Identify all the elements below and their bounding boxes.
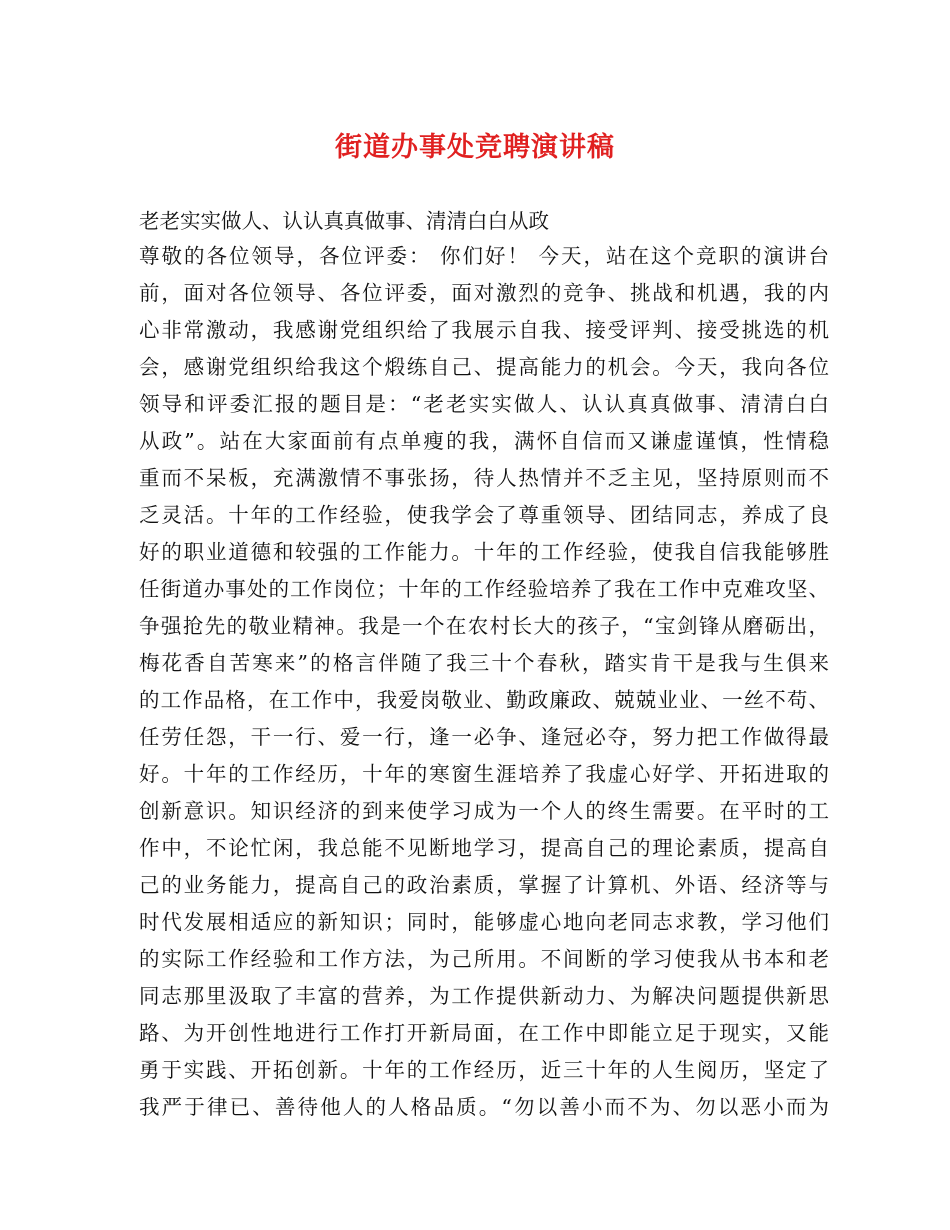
body-line: 任劳任怨，干一行、爱一行，逢一必争、逢冠必夺，努力把工作做得最: [139, 725, 829, 749]
body-line: 的实际工作经验和工作方法，为己所用。不间断的学习使我从书本和老: [139, 947, 829, 971]
body-line: 作中，不论忙闲，我总能不见断地学习，提高自己的理论素质，提高自: [139, 836, 829, 860]
body-line: 乏灵活。十年的工作经验，使我学会了尊重领导、团结同志，养成了良: [139, 503, 829, 527]
body-line: 领导和评委汇报的题目是：“老老实实做人、认认真真做事、清清白白: [139, 392, 829, 416]
body-line: 己的业务能力，提高自己的政治素质，掌握了计算机、外语、经济等与: [139, 873, 829, 897]
body-line: 好。十年的工作经历，十年的寒窗生涯培养了我虚心好学、开拓进取的: [139, 762, 829, 786]
body-line: 任街道办事处的工作岗位；十年的工作经验培养了我在工作中克难攻坚、: [139, 577, 829, 601]
body-line: 前，面对各位领导、各位评委，面对激烈的竞争、挑战和机遇，我的内: [139, 281, 829, 305]
body-line: 同志那里汲取了丰富的营养，为工作提供新动力、为解决问题提供新思: [139, 984, 829, 1008]
body-line: 创新意识。知识经济的到来使学习成为一个人的终生需要。在平时的工: [139, 799, 829, 823]
body-line: 我严于律已、善待他人的人格品质。“勿以善小而不为、勿以恶小而为: [139, 1095, 829, 1119]
document-body: [139, 204, 829, 1126]
body-line: 路、为开创性地进行工作打开新局面，在工作中即能立足于现实，又能: [139, 1021, 829, 1045]
subtitle-line: 老老实实做人、认认真真做事、清清白白从政: [139, 209, 549, 233]
document-title: 街道办事处竞聘演讲稿: [335, 132, 615, 163]
body-line: 重而不呆板，充满激情不事张扬，待人热情并不乏主见，坚持原则而不: [139, 466, 829, 490]
body-line: 时代发展相适应的新知识；同时，能够虚心地向老同志求教，学习他们: [139, 910, 829, 934]
body-line: 梅花香自苦寒来”的格言伴随了我三十个春秋，踏实肯干是我与生俱来: [139, 651, 829, 675]
body-line: 好的职业道德和较强的工作能力。十年的工作经验，使我自信我能够胜: [139, 540, 829, 564]
body-line: 争强抢先的敬业精神。我是一个在农村长大的孩子，“宝剑锋从磨砺出，: [139, 614, 829, 638]
body-line: 的工作品格，在工作中，我爱岗敬业、勤政廉政、兢兢业业、一丝不苟、: [139, 688, 829, 712]
body-line: 勇于实践、开拓创新。十年的工作经历，近三十年的人生阅历，坚定了: [139, 1058, 829, 1082]
body-line: 尊敬的各位领导，各位评委： 你们好！ 今天，站在这个竞职的演讲台: [139, 244, 829, 268]
body-line: 会，感谢党组织给我这个煅练自己、提高能力的机会。今天，我向各位: [139, 355, 829, 379]
body-line: 从政”。站在大家面前有点单瘦的我，满怀自信而又谦虚谨慎，性情稳: [139, 429, 829, 453]
body-line: 心非常激动，我感谢党组织给了我展示自我、接受评判、接受挑选的机: [139, 318, 829, 342]
